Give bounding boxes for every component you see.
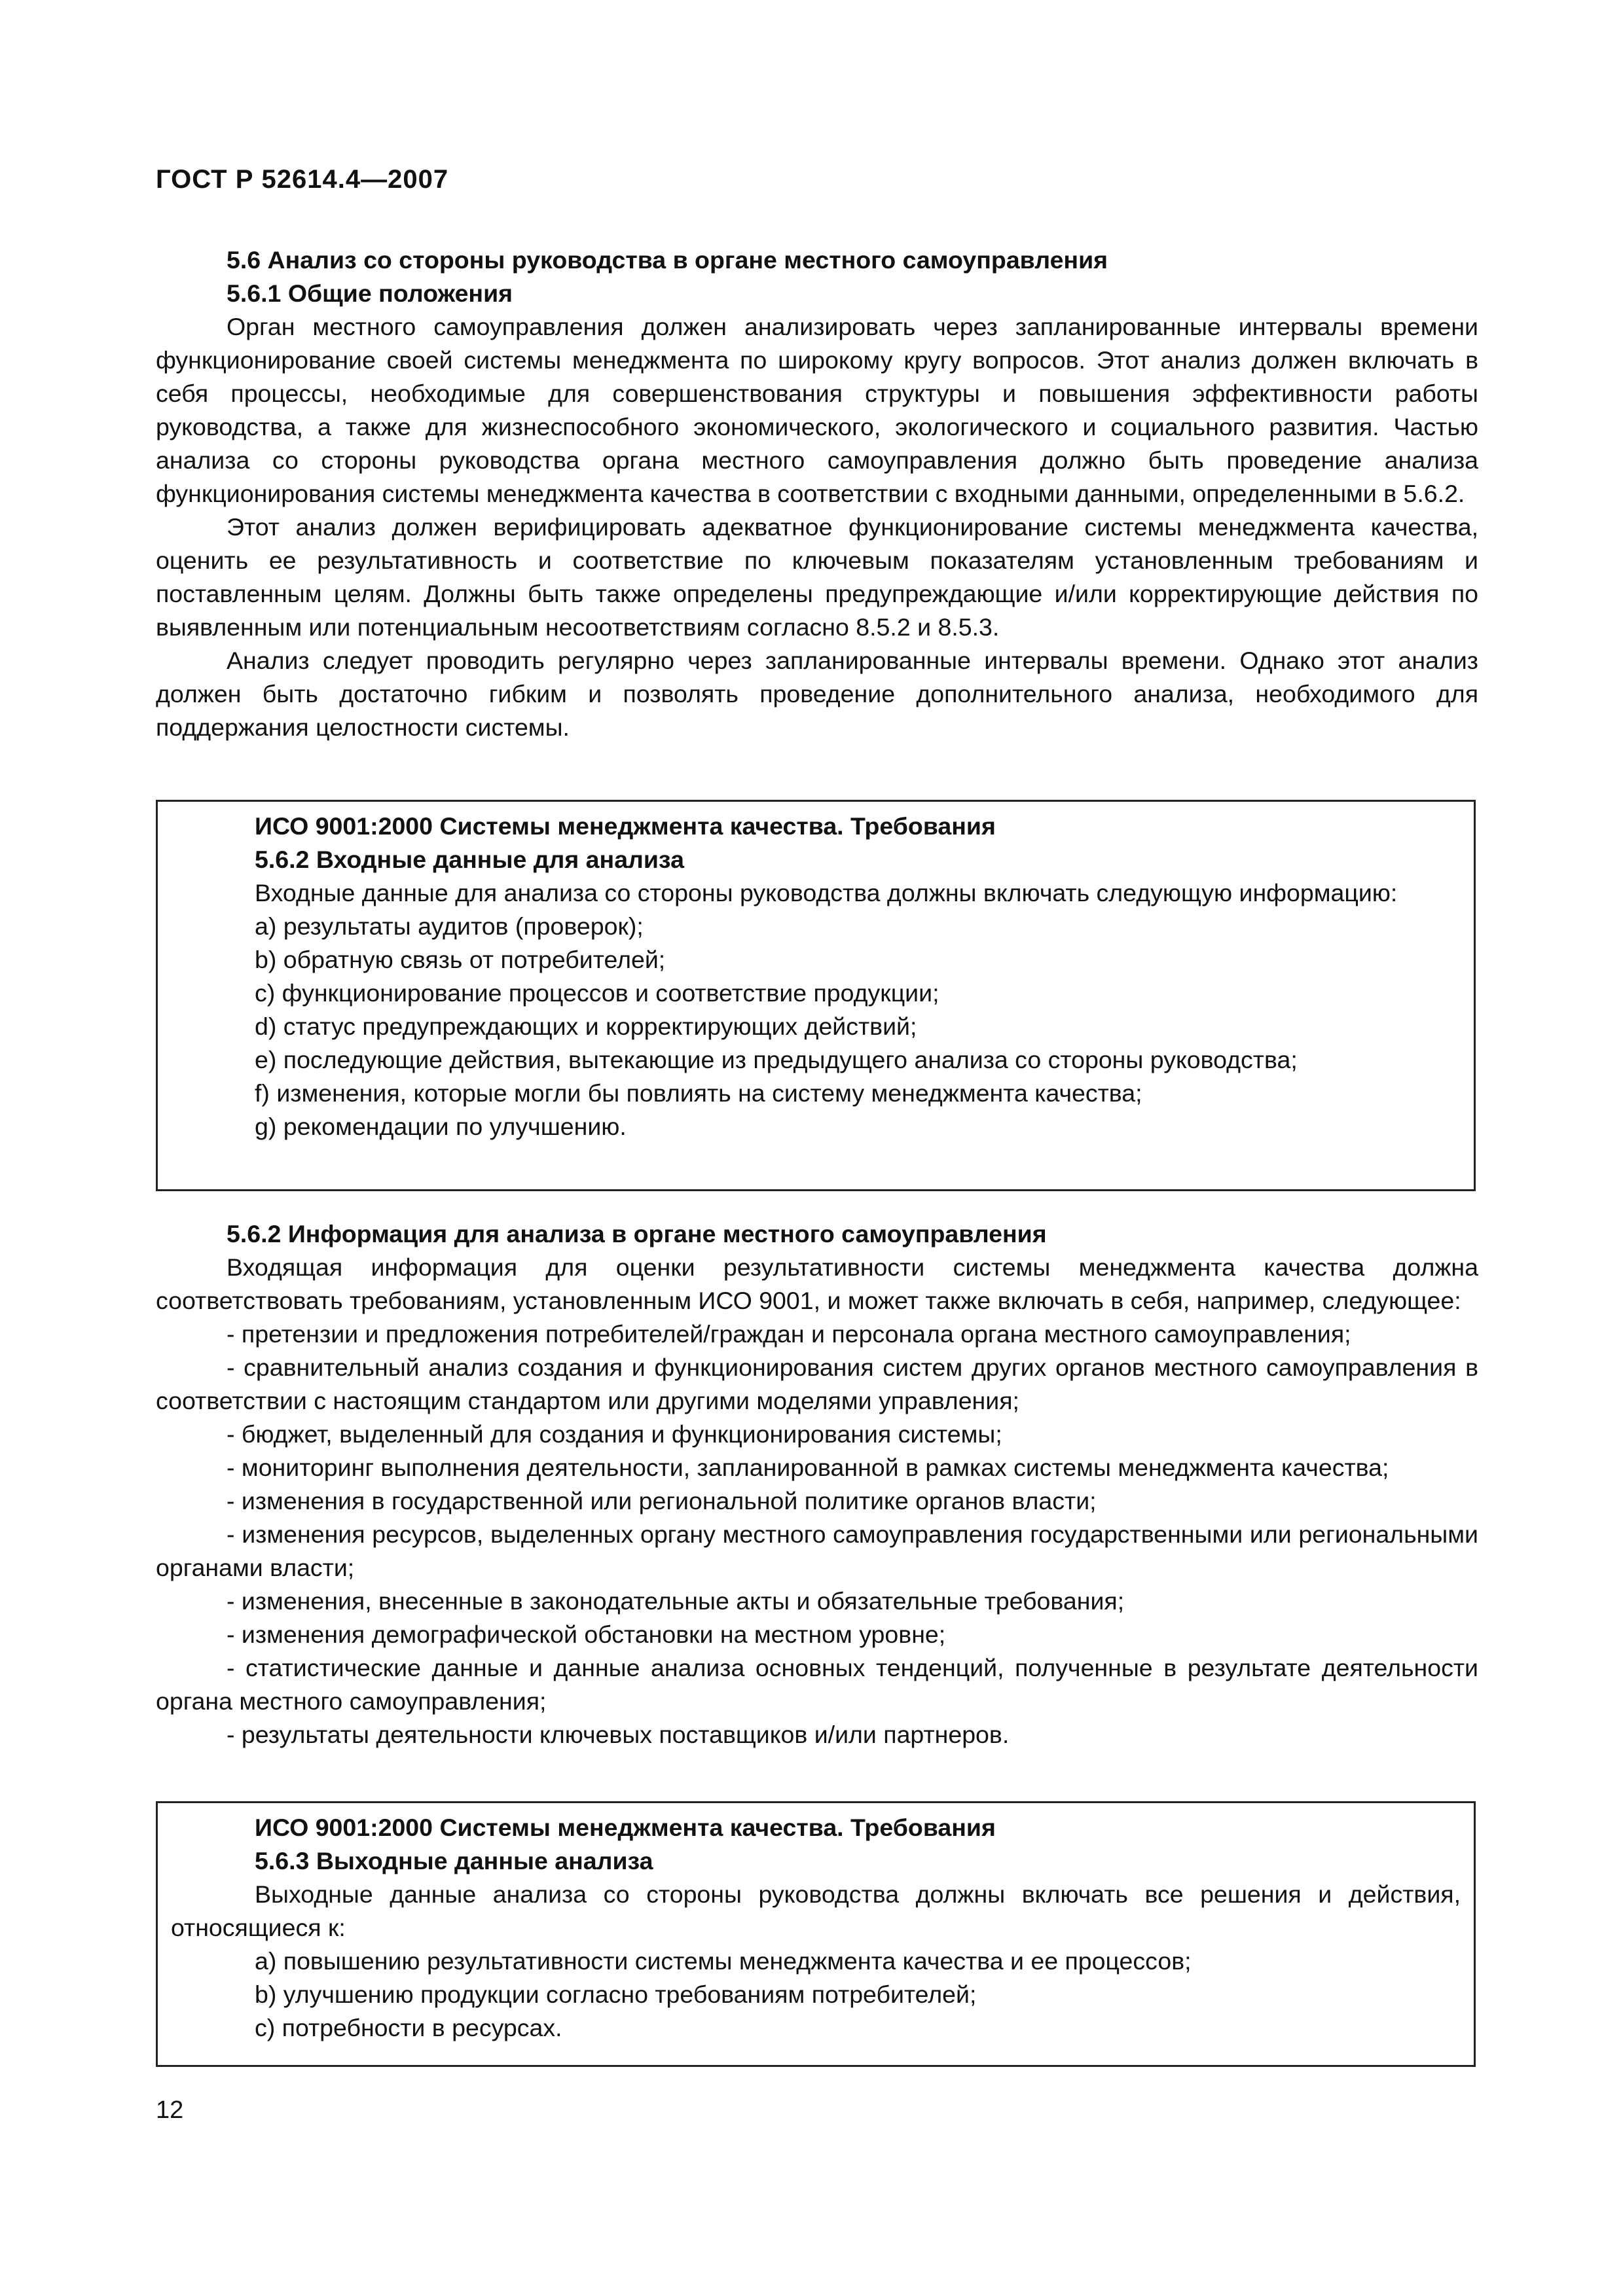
list-item: - мониторинг выполнения деятельности, запланированной в рамках системы менеджмента качества; [227,1454,1389,1481]
list-item: b) улучшению продукции согласно требованиям потребителей; [255,1981,977,2008]
list-item: c) потребности в ресурсах. [255,2014,562,2041]
list-item: c) функционирование процессов и соответствие продукции; [255,979,939,1007]
page-number: 12 [156,2096,184,2124]
list-item: - претензии и предложения потребителей/граждан и персонала органа местного самоуправления; [227,1320,1351,1348]
paragraph: Анализ следует проводить регулярно через запланированные интервалы времени. Однако этот анализ должен быть достаточно гибким и позволять проведение дополнительного анализа, необходимого для поддержания целостности системы. [156,647,1478,741]
box-intro: Выходные данные анализа со стороны руководства должны включать все решения и действия, относящиеся к: [171,1880,1461,1941]
section-5-6 [156,243,1478,744]
box-subtitle: 5.6.3 Выходные данные анализа [255,1847,653,1874]
box-subtitle: 5.6.2 Входные данные для анализа [255,846,684,873]
paragraph: Этот анализ должен верифицировать адекватное функционирование системы менеджмента качества, оценить ее результативность и соответствие по ключевым показателям установленным требованиям и поставленным целям. Должны быть также определены предупреждающие и/или корректирующие действия по выявленным или потенциальным несоответствиям согласно 8.5.2 и 8.5.3. [156,513,1478,641]
list-item: - сравнительный анализ создания и функционирования систем других органов местного самоуправления в соответствии с настоящим стандартом или другими моделями управления; [156,1354,1478,1414]
subsection-title: 5.6.1 Общие положения [227,279,513,307]
box-title: ИСО 9001:2000 Системы менеджмента качества. Требования [255,812,996,840]
box-intro: Входные данные для анализа со стороны руководства должны включать следующую информацию: [255,879,1398,906]
section-5-6-2 [156,1217,1478,1751]
list-item: - результаты деятельности ключевых поставщиков и/или партнеров. [227,1721,1010,1748]
list-item: - бюджет, выделенный для создания и функционирования системы; [227,1420,1002,1448]
document-header: ГОСТ Р 52614.4—2007 [156,165,449,194]
paragraph: Входящая информация для оценки результативности системы менеджмента качества должна соответствовать требованиям, установленным ИСО 9001, и может также включать в себя, например, следующее: [156,1253,1478,1314]
section-title: 5.6 Анализ со стороны руководства в органе местного самоуправления [227,246,1108,274]
iso-quote-box-outputs [156,1801,1476,2067]
list-item: f) изменения, которые могли бы повлиять на систему менеджмента качества; [255,1079,1142,1107]
list-item: a) результаты аудитов (проверок); [255,912,644,940]
list-item: e) последующие действия, вытекающие из предыдущего анализа со стороны руководства; [255,1046,1298,1073]
list-item: - изменения демографической обстановки на местном уровне; [227,1621,946,1648]
list-item: - изменения, внесенные в законодательные акты и обязательные требования; [227,1587,1125,1615]
list-item: - статистические данные и данные анализа основных тенденций, полученные в результате деятельности органа местного самоуправления; [156,1654,1478,1715]
list-item: - изменения в государственной или региональной политике органов власти; [227,1487,1097,1515]
section-title: 5.6.2 Информация для анализа в органе местного самоуправления [227,1220,1047,1247]
list-item: d) статус предупреждающих и корректирующих действий; [255,1013,917,1040]
iso-quote-box-inputs [156,800,1476,1191]
box-title: ИСО 9001:2000 Системы менеджмента качества. Требования [255,1814,996,1841]
list-item: a) повышению результативности системы менеджмента качества и ее процессов; [255,1947,1192,1975]
list-item: - изменения ресурсов, выделенных органу местного самоуправления государственными или региональными органами власти; [156,1520,1478,1581]
paragraph: Орган местного самоуправления должен анализировать через запланированные интервалы времени функционирование своей системы менеджмента по широкому кругу вопросов. Этот анализ должен включать в себя процессы, необходимые для совершенствования структуры и повышения эффективности работы руководства, а также для жизнеспособного экономического, экологического и социального развития. Частью анализа со стороны руководства органа местного самоуправления должно быть проведение анализа функционирования системы менеджмента качества в соответствии с входными данными, определенными в 5.6.2. [156,313,1478,507]
list-item: g) рекомендации по улучшению. [255,1113,627,1140]
list-item: b) обратную связь от потребителей; [255,946,666,973]
